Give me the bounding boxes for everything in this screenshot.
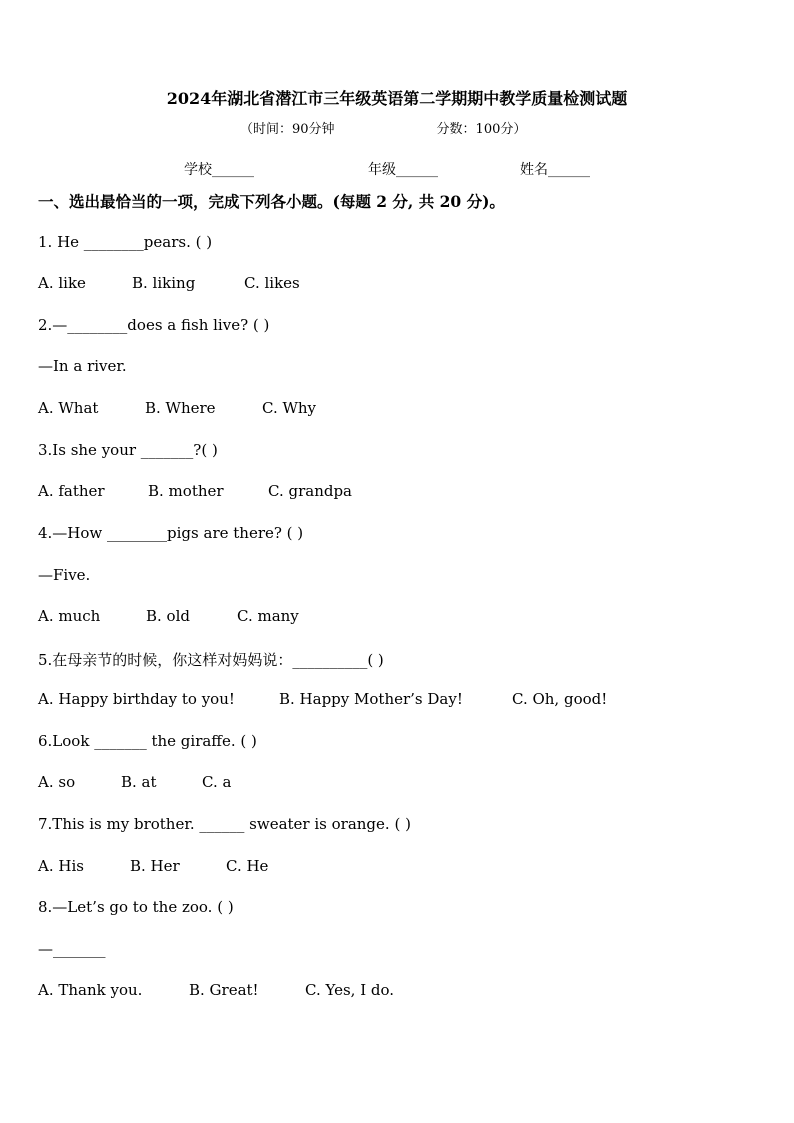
option-a[interactable]: A. His (38, 857, 84, 875)
time-limit: （时间：90分钟 (240, 122, 335, 137)
question-6: 6.Look _______ the giraffe. ( ) (38, 732, 257, 750)
question-8-answer-line: —_______ (38, 940, 106, 958)
grade-field[interactable]: 年级______ (368, 162, 438, 178)
option-a[interactable]: A. father (38, 482, 105, 500)
question-3-options (38, 482, 352, 500)
question-2-options (38, 399, 316, 417)
question-5: 5.在母亲节的时候，你这样对妈妈说：__________( ) (38, 651, 384, 669)
option-a[interactable]: A. What (38, 399, 99, 417)
question-8: 8.—Let’s go to the zoo. ( ) (38, 898, 234, 916)
question-4: 4.—How ________pigs are there? ( ) (38, 524, 304, 542)
option-a[interactable]: A. so (38, 773, 76, 791)
option-c[interactable]: C. a (202, 773, 232, 791)
option-b[interactable]: B. Her (130, 857, 180, 875)
section-heading: 一、选出最恰当的一项，完成下列各小题。(每题 2 分, 共 20 分)。 (38, 192, 505, 211)
question-8-options (38, 981, 394, 999)
total-score: 分数：100分） (436, 122, 527, 137)
question-1: 1. He ________pears. ( ) (38, 233, 213, 251)
name-field[interactable]: 姓名______ (520, 162, 590, 178)
question-3: 3.Is she your _______?( ) (38, 441, 218, 459)
question-2-answer-line: —In a river. (38, 357, 127, 375)
page-title: 2024年湖北省潜江市三年级英语第二学期期中教学质量检测试题 (166, 89, 628, 108)
option-c[interactable]: C. many (237, 607, 299, 625)
option-c[interactable]: C. grandpa (268, 482, 353, 500)
question-2: 2.—________does a fish live? ( ) (38, 316, 270, 334)
option-b[interactable]: B. old (146, 607, 190, 625)
question-4-answer-line: —Five. (38, 566, 91, 584)
school-field[interactable]: 学校______ (184, 162, 254, 178)
option-b[interactable]: B. mother (148, 482, 224, 500)
exam-meta (240, 118, 526, 137)
option-c[interactable]: C. He (226, 857, 269, 875)
option-a[interactable]: A. Happy birthday to you! (38, 690, 235, 708)
option-a[interactable]: A. like (38, 274, 86, 292)
question-7: 7.This is my brother. ______ sweater is orange. ( ) (38, 815, 411, 833)
option-b[interactable]: B. Great! (189, 981, 259, 999)
question-1-options (38, 274, 300, 292)
option-c[interactable]: C. likes (244, 274, 300, 292)
option-b[interactable]: B. Where (145, 399, 216, 417)
question-4-options (38, 607, 299, 625)
option-a[interactable]: A. much (38, 607, 101, 625)
question-5-options (38, 690, 607, 708)
option-c[interactable]: C. Yes, I do. (305, 981, 395, 999)
option-a[interactable]: A. Thank you. (38, 981, 143, 999)
option-b[interactable]: B. at (121, 773, 157, 791)
option-c[interactable]: C. Oh, good! (512, 690, 608, 708)
option-b[interactable]: B. liking (132, 274, 196, 292)
option-c[interactable]: C. Why (262, 399, 317, 417)
question-6-options (38, 773, 231, 791)
question-7-options (38, 857, 268, 875)
option-b[interactable]: B. Happy Mother’s Day! (279, 690, 463, 708)
